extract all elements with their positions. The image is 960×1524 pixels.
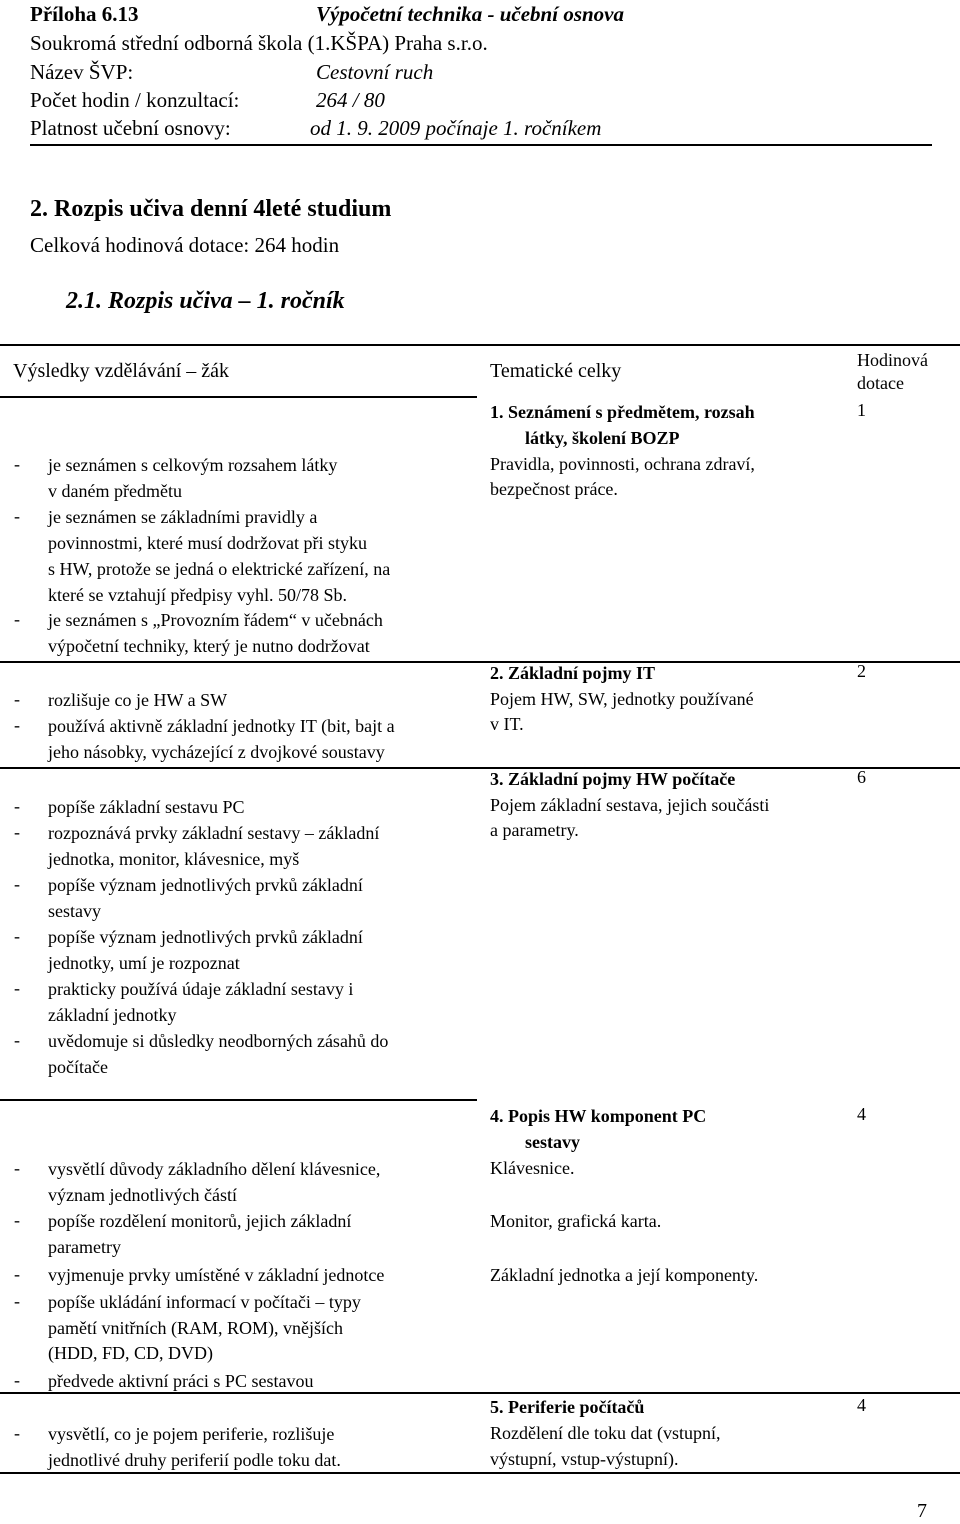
col-topics-header: Tematické celky [490, 360, 622, 382]
result-item: rozpoznává prvky základní sestavy – základní [48, 823, 380, 843]
result-item: parametry [48, 1237, 121, 1257]
result-item: jeho násobky, vycházející z dvojkové soustavy [48, 742, 385, 762]
bullet-dash: - [14, 1030, 20, 1050]
bullet-dash: - [14, 1370, 20, 1390]
result-item: s HW, protože se jedná o elektrické zařízení, na [48, 559, 391, 579]
result-item: je seznámen s celkovým rozsahem látky [48, 455, 338, 475]
topic-3-body-line-2: a parametry. [490, 820, 579, 840]
bullet-dash: - [14, 506, 20, 526]
topic-2-body-line-1: Pojem HW, SW, jednotky používané [490, 689, 754, 709]
svp-label: Název ŠVP: [30, 60, 134, 84]
hours-value: 264 / 80 [316, 88, 385, 112]
topic-1-hours: 1 [857, 400, 866, 420]
topic-2-title: 2. Základní pojmy IT [490, 663, 656, 683]
result-item: sestavy [48, 901, 101, 921]
row-divider [0, 1099, 477, 1101]
table-bottom-border [0, 1472, 960, 1474]
result-item: vyjmenuje prvky umístěné v základní jednotce [48, 1265, 385, 1285]
result-item: prakticky používá údaje základní sestavy i [48, 979, 354, 999]
topic-1-title-line-1: 1. Seznámení s předmětem, rozsah [490, 402, 755, 422]
result-item: v daném předmětu [48, 481, 182, 501]
result-item: předvede aktivní práci s PC sestavou [48, 1371, 314, 1391]
bullet-dash: - [14, 978, 20, 998]
topic-4-body-line-3: Základní jednotka a její komponenty. [490, 1265, 759, 1285]
topic-1-body-line-1: Pravidla, povinnosti, ochrana zdraví, [490, 454, 755, 474]
result-item: popíše význam jednotlivých prvků základní [48, 875, 363, 895]
topic-2-body-line-2: v IT. [490, 714, 524, 734]
result-item: je seznámen se základními pravidly a [48, 507, 318, 527]
bullet-dash: - [14, 689, 20, 709]
topic-4-body-line-2: Monitor, grafická karta. [490, 1211, 662, 1231]
bullet-dash: - [14, 1264, 20, 1284]
result-item: pamětí vnitřních (RAM, ROM), vnějších [48, 1318, 343, 1338]
bullet-dash: - [14, 874, 20, 894]
col-hours-header-1: Hodinová [857, 350, 928, 370]
result-item: vysvětlí důvody základního dělení klávesnice, [48, 1159, 381, 1179]
topic-3-title: 3. Základní pojmy HW počítače [490, 769, 736, 789]
validity-label: Platnost učební osnovy: [30, 116, 231, 140]
topic-4-body-line-1: Klávesnice. [490, 1158, 575, 1178]
validity-value: od 1. 9. 2009 počínaje 1. ročníkem [310, 116, 602, 140]
result-item: povinnostmi, které musí dodržovat při styku [48, 533, 367, 553]
topic-1-title-line-2: látky, školení BOZP [525, 428, 680, 448]
hours-label: Počet hodin / konzultací: [30, 88, 240, 112]
bullet-dash: - [14, 715, 20, 735]
total-hours: Celková hodinová dotace: 264 hodin [30, 233, 340, 257]
topic-5-title: 5. Periferie počítačů [490, 1397, 645, 1417]
topic-3-hours: 6 [857, 767, 866, 787]
subject-title: Výpočetní technika - učební osnova [316, 2, 624, 26]
bullet-dash: - [14, 822, 20, 842]
bullet-dash: - [14, 1158, 20, 1178]
col-results-header: Výsledky vzdělávání – žák [13, 360, 230, 382]
result-item: popíše rozdělení monitorů, jejich základní [48, 1211, 352, 1231]
topic-4-hours: 4 [857, 1104, 866, 1124]
page-number: 7 [917, 1500, 927, 1522]
result-item: uvědomuje si důsledky neodborných zásahů do [48, 1031, 389, 1051]
svp-value: Cestovní ruch [316, 60, 434, 84]
bullet-dash: - [14, 609, 20, 629]
result-item: počítače [48, 1057, 108, 1077]
result-item: popíše základní sestavu PC [48, 797, 245, 817]
result-item: jednotky, umí je rozpoznat [48, 953, 240, 973]
topic-4-title-line-1: 4. Popis HW komponent PC [490, 1106, 707, 1126]
section-title: 2. Rozpis učiva denní 4leté studium [30, 196, 392, 222]
school-name: Soukromá střední odborná škola (1.KŠPA) Praha s.r.o. [30, 31, 488, 55]
topic-4-title-line-2: sestavy [525, 1132, 580, 1152]
row-divider [0, 767, 960, 769]
result-item: (HDD, FD, CD, DVD) [48, 1343, 213, 1363]
topic-2-hours: 2 [857, 661, 866, 681]
topic-1-body-line-2: bezpečnost práce. [490, 479, 618, 499]
topic-3-body-line-1: Pojem základní sestava, jejich součásti [490, 795, 770, 815]
header-divider [30, 144, 932, 146]
result-item: výpočetní techniky, který je nutno dodržovat [48, 636, 370, 656]
result-item: vysvětlí, co je pojem periferie, rozlišuje [48, 1424, 335, 1444]
topic-5-hours: 4 [857, 1395, 866, 1415]
topic-5-body-line-2: výstupní, vstup-výstupní). [490, 1449, 679, 1469]
row-divider [0, 1392, 960, 1394]
bullet-dash: - [14, 926, 20, 946]
bullet-dash: - [14, 796, 20, 816]
result-item: je seznámen s „Provozním řádem“ v učebnách [48, 610, 383, 630]
subsection-title: 2.1. Rozpis učiva – 1. ročník [66, 288, 345, 314]
bullet-dash: - [14, 1210, 20, 1230]
bullet-dash: - [14, 1291, 20, 1311]
col-hours-header-2: dotace [857, 373, 904, 393]
result-item: rozlišuje co je HW a SW [48, 690, 228, 710]
result-item: popíše ukládání informací v počítači – typy [48, 1292, 361, 1312]
result-item: jednotka, monitor, klávesnice, myš [48, 849, 300, 869]
result-item: používá aktivně základní jednotky IT (bit, bajt a [48, 716, 395, 736]
result-item: které se vztahují předpisy vyhl. 50/78 Sb. [48, 585, 347, 605]
table-top-border [0, 344, 960, 346]
bullet-dash: - [14, 1423, 20, 1443]
result-item: popíše význam jednotlivých prvků základní [48, 927, 363, 947]
result-item: jednotlivé druhy periferií podle toku dat. [48, 1450, 341, 1470]
row-divider [0, 661, 960, 663]
table-header-border [0, 396, 477, 398]
attachment-label: Příloha 6.13 [30, 2, 139, 26]
topic-5-body-line-1: Rozdělení dle toku dat (vstupní, [490, 1423, 721, 1443]
result-item: základní jednotky [48, 1005, 177, 1025]
result-item: význam jednotlivých částí [48, 1185, 237, 1205]
bullet-dash: - [14, 454, 20, 474]
